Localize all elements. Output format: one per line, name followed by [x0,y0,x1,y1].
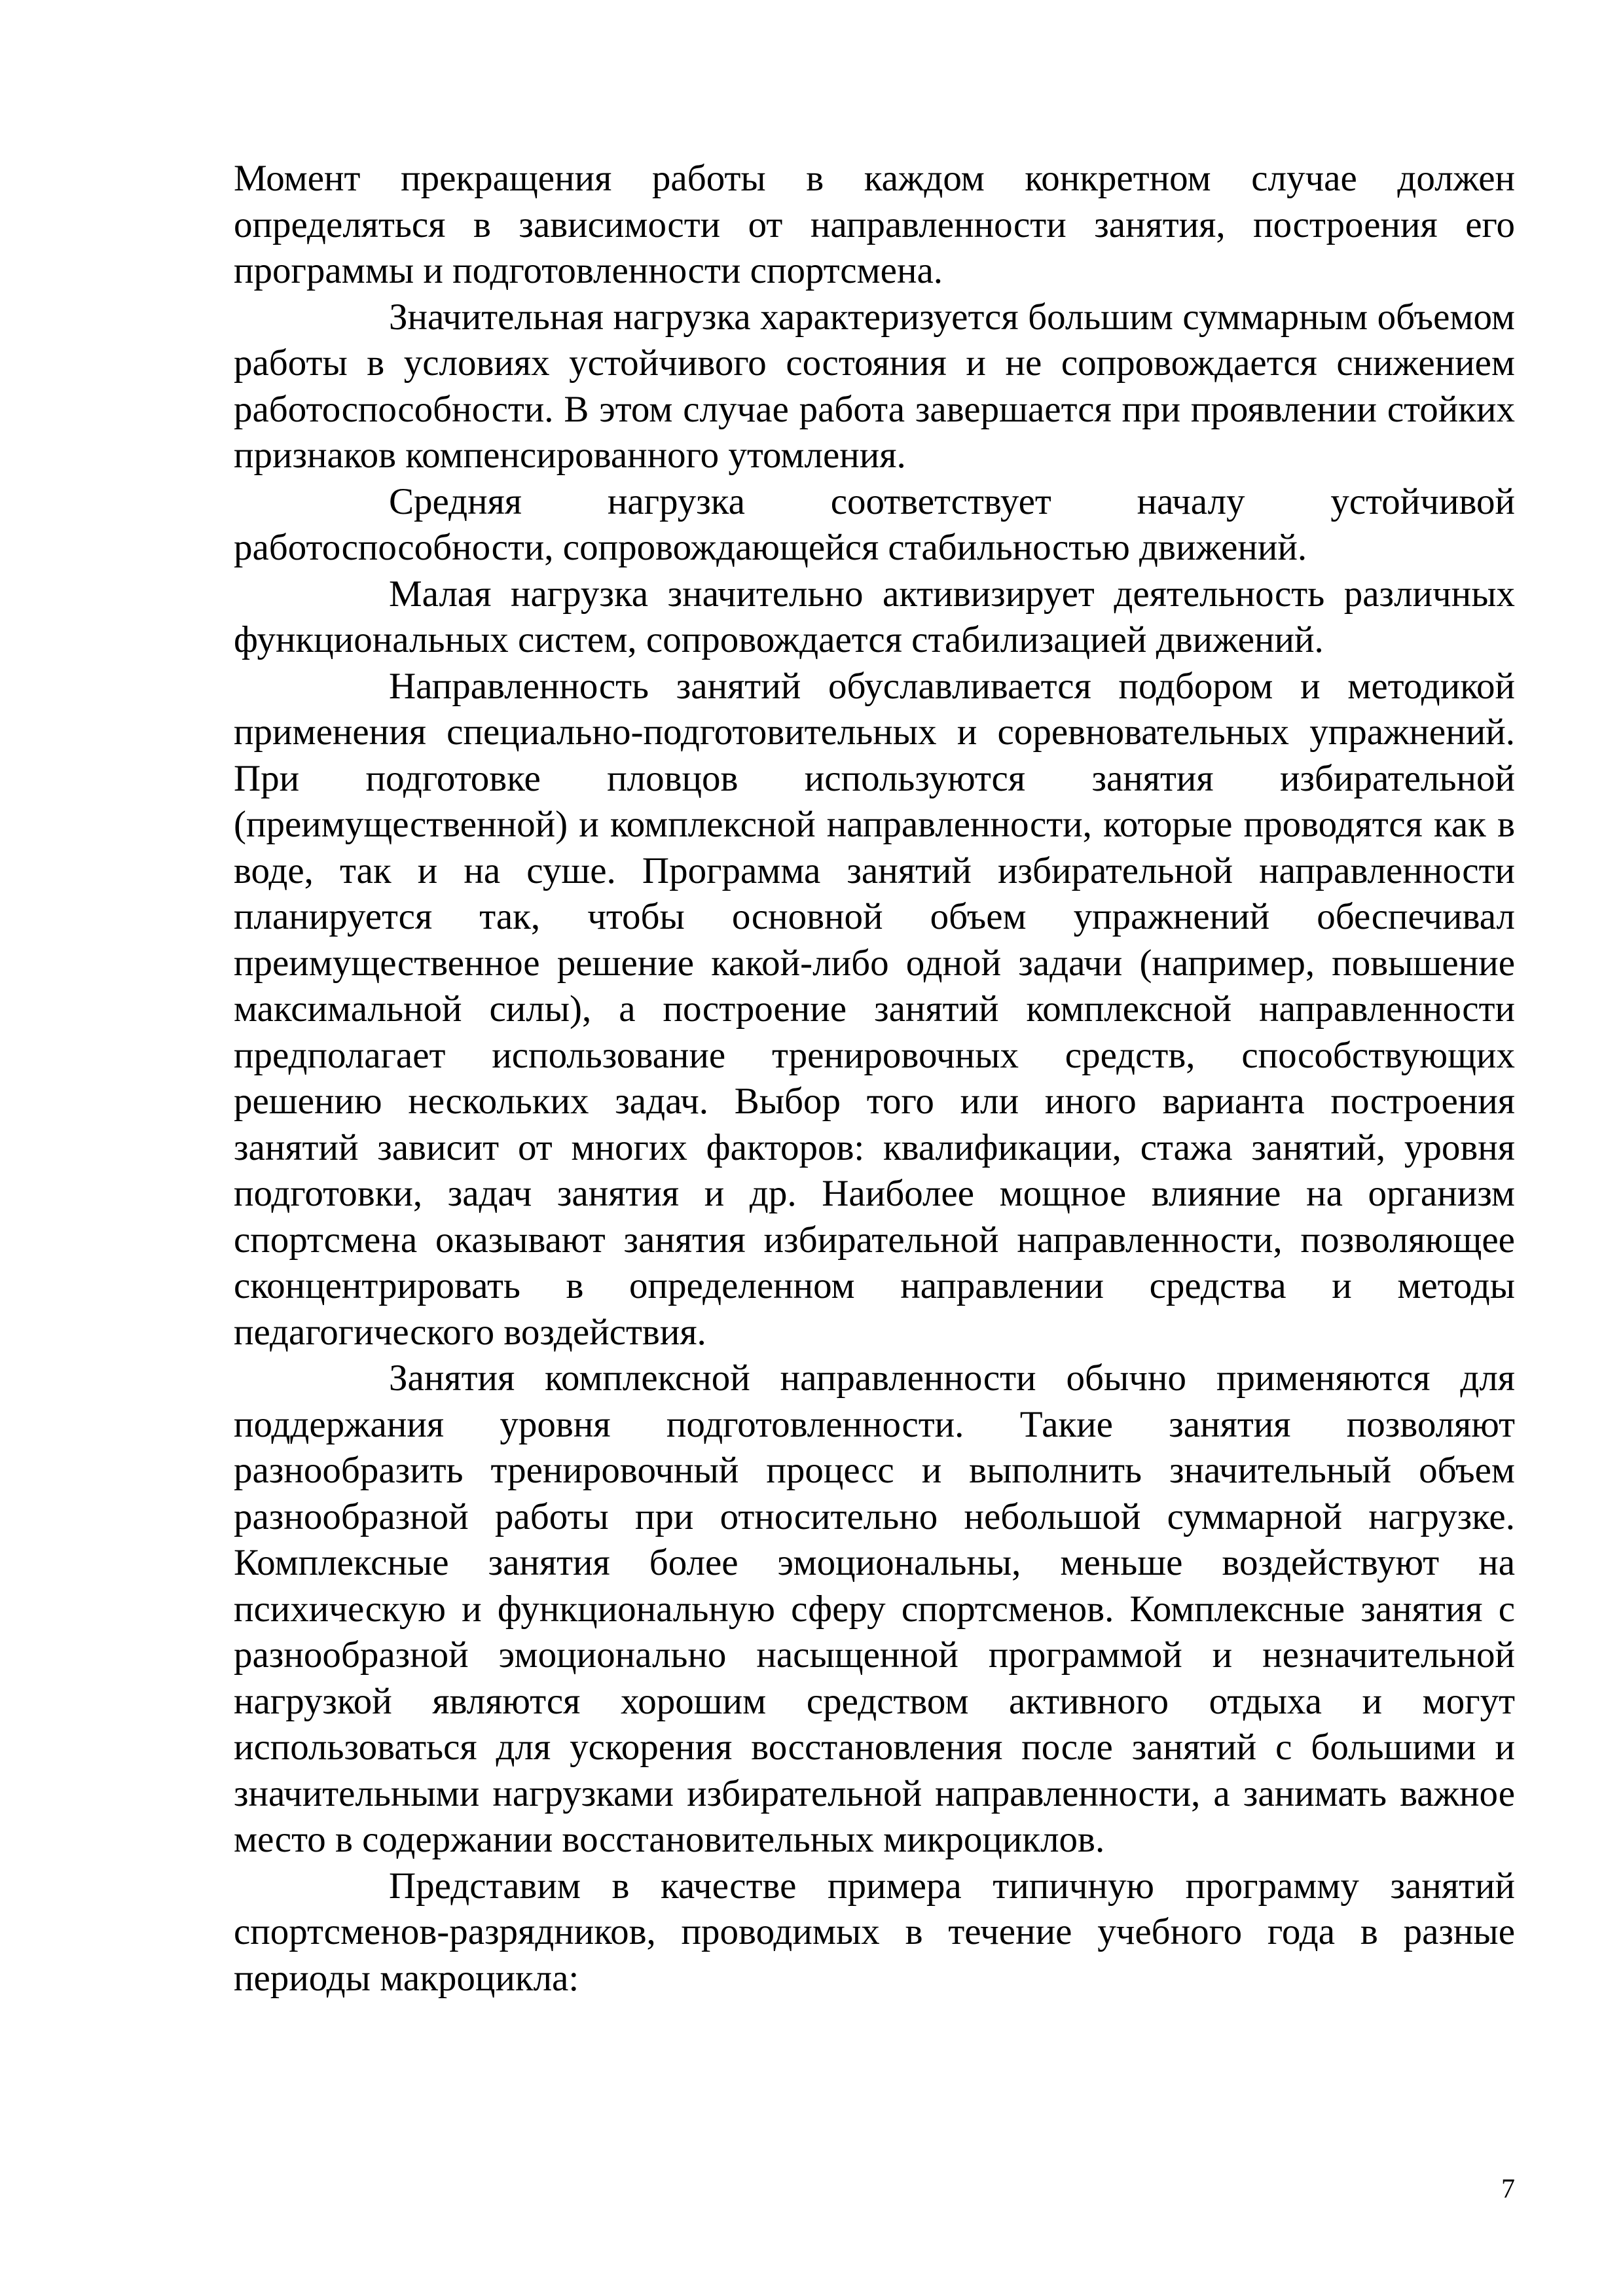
paragraph-complex-sessions: Занятия комплексной направленности обычно применяются для поддержания уровня подготовленности. Такие занятия позволяют разнообразить тренировочный процесс и выполнить значительный объем разнообразной работы при относительно небольшой суммарной нагрузке. Комплексные занятия более эмоциональны, меньше воздействуют на психическую и функциональную сферу спортсменов. Комплексные занятия с разнообразной эмоционально насыщенной программой и незначительной нагрузкой являются хорошим средством активного отдыха и могут использоваться для ускорения восстановления после занятий с большими и значительными нагрузками избирательной направленности, а занимать важное место в содержании восстановительных микроциклов. [234,1357,1515,1860]
document-body [234,156,1515,2001]
paragraph-significant-load: Значительная нагрузка характеризуется большим суммарным объемом работы в условиях устойчивого состояния и не сопровождается снижением работоспособности. В этом случае работа завершается при проявлении стойких признаков компенсированного утомления. [234,296,1515,476]
page-number: 7 [1501,2174,1515,2204]
paragraph-small-load: Малая нагрузка значительно активизирует деятельность различных функциональных систем, сопровождается стабилизацией движений. [234,573,1515,660]
paragraph-session-orientation: Направленность занятий обуславливается подбором и методикой применения специально-подготовительных и соревновательных упражнений. При подготовке пловцов используются занятия избирательной (преимущественной) и комплексной направленности, которые проводятся как в воде, так и на суше. Программа занятий избирательной направленности планируется так, чтобы основной объем упражнений обеспечивал преимущественное решение какой-либо одной задачи (например, повышение максимальной силы), а построение занятий комплексной направленности предполагает использование тренировочных средств, способствующих решению нескольких задач. Выбор того или иного варианта построения занятий зависит от многих факторов: квалификации, стажа занятий, уровня подготовки, задач занятия и др. Наиболее мощное влияние на организм спортсмена оказывают занятия избирательной направленности, позволяющее сконцентрировать в определенном направлении средства и методы педагогического воздействия. [234,665,1515,1353]
paragraph-medium-load: Средняя нагрузка соответствует началу устойчивой работоспособности, сопровождающейся стабильностью движений. [234,480,1515,568]
paragraph-program-example: Представим в качестве примера типичную программу занятий спортсменов-разрядников, проводимых в течение учебного года в разные периоды макроцикла: [234,1865,1515,1999]
paragraph-work-termination: Момент прекращения работы в каждом конкретном случае должен определяться в зависимости от направленности занятия, построения его программы и подготовленности спортсмена. [234,158,1515,291]
